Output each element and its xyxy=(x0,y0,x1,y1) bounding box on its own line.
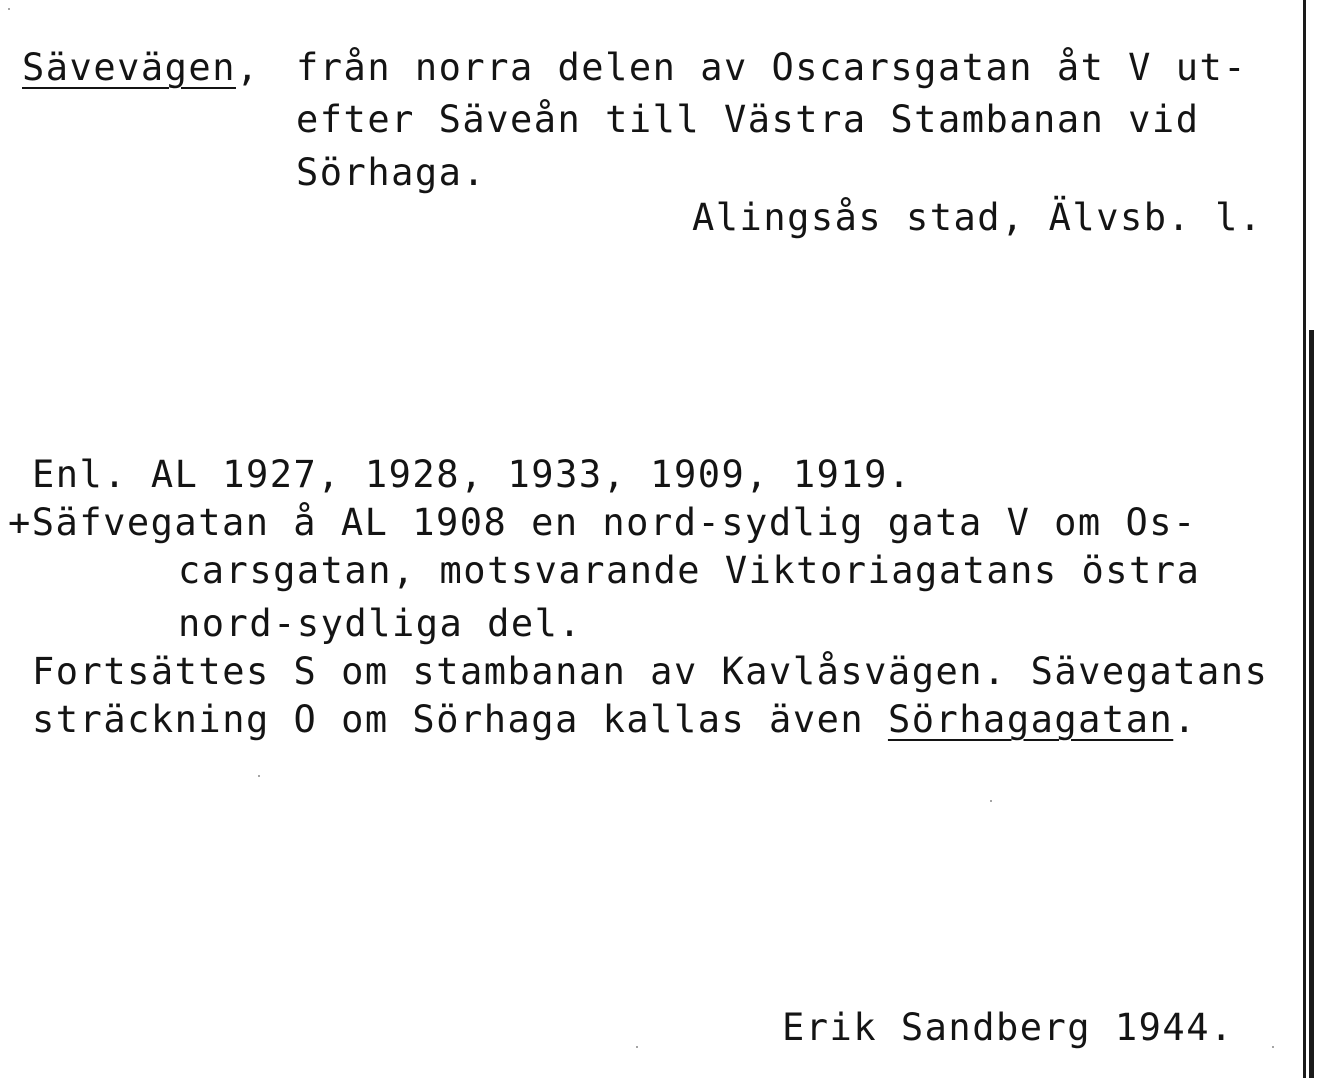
street-name: Sävevägen xyxy=(22,46,236,89)
notes-line-3: carsgatan, motsvarande Viktoriagatans östra xyxy=(178,549,1201,592)
card-right-edge xyxy=(1303,0,1306,1078)
paper-speck xyxy=(636,1046,638,1048)
heading-line-1 xyxy=(22,48,260,88)
alternate-street-name: Sörhagagatan xyxy=(887,698,1174,741)
signature: Erik Sandberg 1944. xyxy=(782,1006,1234,1049)
paper-speck xyxy=(258,775,260,777)
notes-line-5: Fortsättes S om stambanan av Kavlåsvägen. Sävegatans xyxy=(32,650,1269,693)
notes-line-4: nord-sydliga del. xyxy=(178,602,583,645)
location: Alingsås stad, Älvsb. l. xyxy=(692,196,1263,239)
notes-line-6 xyxy=(32,700,1197,740)
street-name-separator: , xyxy=(235,46,260,89)
paper-speck xyxy=(990,800,992,802)
notes-line-2: +Säfvegatan å AL 1908 en nord-sydlig gata V om Os- xyxy=(8,501,1197,544)
heading-description-line-3: Sörhaga. xyxy=(296,151,487,194)
heading-description-line-2: efter Säveån till Västra Stambanan vid xyxy=(296,98,1200,141)
heading-description-line-1: från norra delen av Oscarsgatan åt V ut- xyxy=(296,46,1248,89)
paper-speck xyxy=(8,8,10,10)
notes-line-6-end: . xyxy=(1173,698,1198,741)
card-right-edge-shadow xyxy=(1309,330,1314,1078)
notes-line-1: Enl. AL 1927, 1928, 1933, 1909, 1919. xyxy=(32,453,912,496)
paper-speck xyxy=(1272,1046,1274,1048)
notes-line-6-text: sträckning O om Sörhaga kallas även xyxy=(32,698,888,741)
